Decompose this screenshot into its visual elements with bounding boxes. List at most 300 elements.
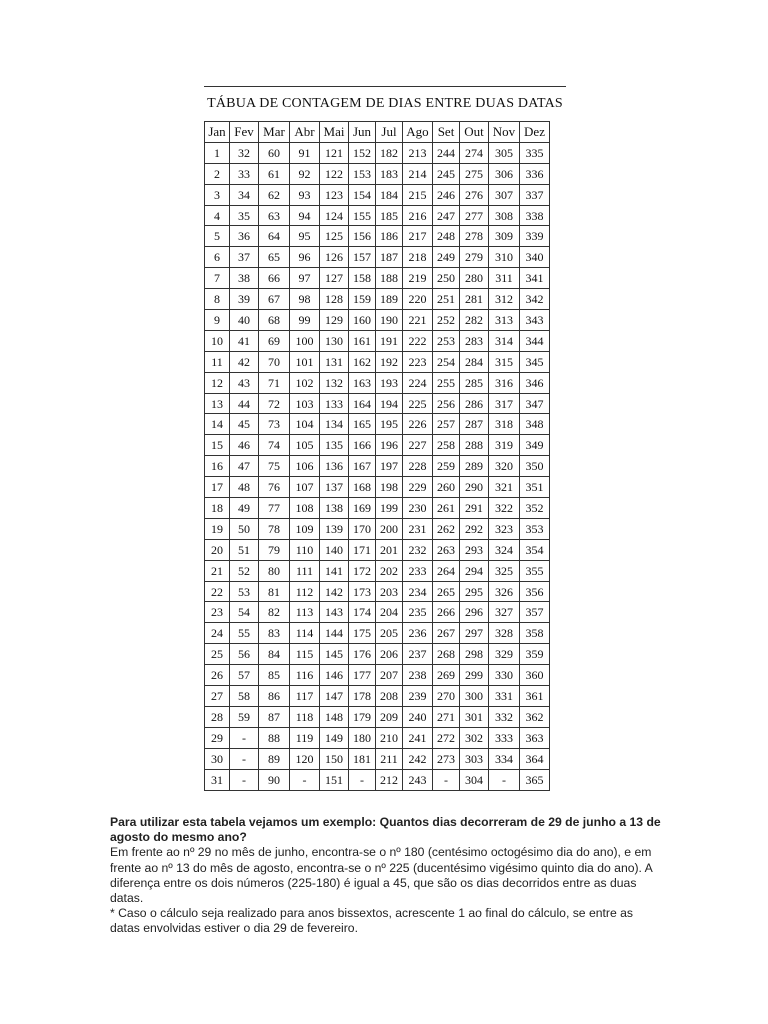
table-cell: 283 — [460, 330, 489, 351]
table-cell: 102 — [290, 372, 320, 393]
table-cell: 334 — [489, 748, 520, 769]
table-cell: 182 — [376, 142, 403, 163]
table-cell: 4 — [205, 205, 230, 226]
table-cell: 56 — [230, 644, 259, 665]
table-cell: 108 — [290, 498, 320, 519]
header-row — [205, 122, 550, 143]
table-cell: 135 — [320, 435, 349, 456]
table-cell: 301 — [460, 706, 489, 727]
table-cell: 220 — [403, 289, 433, 310]
table-cell: 307 — [489, 184, 520, 205]
table-cell: 284 — [460, 351, 489, 372]
table-cell: 316 — [489, 372, 520, 393]
table-cell: 44 — [230, 393, 259, 414]
table-cell: 238 — [403, 665, 433, 686]
table-cell: 53 — [230, 581, 259, 602]
table-cell: 262 — [433, 518, 460, 539]
table-cell: 122 — [320, 163, 349, 184]
table-cell: 340 — [520, 247, 550, 268]
table-cell: 201 — [376, 539, 403, 560]
table-cell: 73 — [259, 414, 290, 435]
top-rule — [204, 86, 566, 87]
table-cell: 358 — [520, 623, 550, 644]
table-cell: 32 — [230, 142, 259, 163]
table-row — [205, 289, 550, 310]
table-cell: 151 — [320, 769, 349, 790]
table-cell: 39 — [230, 289, 259, 310]
table-cell: 163 — [349, 372, 376, 393]
table-cell: 61 — [259, 163, 290, 184]
table-cell: 310 — [489, 247, 520, 268]
table-cell: 103 — [290, 393, 320, 414]
table-cell: 245 — [433, 163, 460, 184]
table-cell: 11 — [205, 351, 230, 372]
table-cell: 21 — [205, 560, 230, 581]
table-cell: 93 — [290, 184, 320, 205]
column-header: Jul — [376, 122, 403, 143]
table-cell: 181 — [349, 748, 376, 769]
table-cell: 275 — [460, 163, 489, 184]
table-cell: 250 — [433, 268, 460, 289]
table-cell: 115 — [290, 644, 320, 665]
table-cell: 202 — [376, 560, 403, 581]
table-cell: 351 — [520, 477, 550, 498]
table-cell: 29 — [205, 727, 230, 748]
table-cell: 338 — [520, 205, 550, 226]
table-cell: 322 — [489, 498, 520, 519]
table-cell: 332 — [489, 706, 520, 727]
table-cell: 352 — [520, 498, 550, 519]
table-cell: 285 — [460, 372, 489, 393]
table-cell: 248 — [433, 226, 460, 247]
table-cell: 247 — [433, 205, 460, 226]
table-cell: 85 — [259, 665, 290, 686]
table-cell: 72 — [259, 393, 290, 414]
table-cell: 23 — [205, 602, 230, 623]
table-cell: 126 — [320, 247, 349, 268]
table-cell: 341 — [520, 268, 550, 289]
table-cell: 226 — [403, 414, 433, 435]
table-cell: 119 — [290, 727, 320, 748]
table-cell: 291 — [460, 498, 489, 519]
table-cell: 176 — [349, 644, 376, 665]
table-cell: 111 — [290, 560, 320, 581]
table-cell: 100 — [290, 330, 320, 351]
table-cell: 265 — [433, 581, 460, 602]
table-cell: - — [433, 769, 460, 790]
table-cell: 38 — [230, 268, 259, 289]
column-header: Jan — [205, 122, 230, 143]
table-cell: 306 — [489, 163, 520, 184]
table-cell: 50 — [230, 518, 259, 539]
table-cell: 55 — [230, 623, 259, 644]
table-cell: 350 — [520, 456, 550, 477]
table-cell: 14 — [205, 414, 230, 435]
table-cell: 221 — [403, 310, 433, 331]
table-cell: 222 — [403, 330, 433, 351]
table-cell: 187 — [376, 247, 403, 268]
table-cell: 320 — [489, 456, 520, 477]
table-cell: 183 — [376, 163, 403, 184]
table-cell: 97 — [290, 268, 320, 289]
table-cell: 62 — [259, 184, 290, 205]
column-header: Out — [460, 122, 489, 143]
table-cell: 177 — [349, 665, 376, 686]
table-row — [205, 539, 550, 560]
table-cell: 78 — [259, 518, 290, 539]
table-row — [205, 330, 550, 351]
table-cell: 364 — [520, 748, 550, 769]
table-cell: 279 — [460, 247, 489, 268]
table-cell: 303 — [460, 748, 489, 769]
table-cell: 292 — [460, 518, 489, 539]
table-cell: 271 — [433, 706, 460, 727]
table-cell: 314 — [489, 330, 520, 351]
table-cell: 52 — [230, 560, 259, 581]
table-cell: 215 — [403, 184, 433, 205]
table-cell: 129 — [320, 310, 349, 331]
table-cell: 305 — [489, 142, 520, 163]
table-cell: 251 — [433, 289, 460, 310]
table-cell: 143 — [320, 602, 349, 623]
table-cell: 280 — [460, 268, 489, 289]
table-cell: 152 — [349, 142, 376, 163]
table-cell: 69 — [259, 330, 290, 351]
table-cell: 94 — [290, 205, 320, 226]
table-cell: 335 — [520, 142, 550, 163]
table-row — [205, 727, 550, 748]
table-cell: 282 — [460, 310, 489, 331]
table-cell: 24 — [205, 623, 230, 644]
table-cell: 278 — [460, 226, 489, 247]
table-cell: 184 — [376, 184, 403, 205]
table-cell: 311 — [489, 268, 520, 289]
table-cell: 270 — [433, 686, 460, 707]
table-cell: 3 — [205, 184, 230, 205]
table-cell: 60 — [259, 142, 290, 163]
table-cell: 131 — [320, 351, 349, 372]
table-cell: 172 — [349, 560, 376, 581]
table-cell: 26 — [205, 665, 230, 686]
table-cell: 200 — [376, 518, 403, 539]
table-cell: 120 — [290, 748, 320, 769]
table-cell: 130 — [320, 330, 349, 351]
table-cell: 148 — [320, 706, 349, 727]
table-cell: 150 — [320, 748, 349, 769]
column-header: Dez — [520, 122, 550, 143]
table-cell: 293 — [460, 539, 489, 560]
table-cell: 155 — [349, 205, 376, 226]
table-cell: 116 — [290, 665, 320, 686]
table-cell: 169 — [349, 498, 376, 519]
table-cell: 355 — [520, 560, 550, 581]
table-row — [205, 665, 550, 686]
table-row — [205, 602, 550, 623]
table-cell: 22 — [205, 581, 230, 602]
table-cell: 31 — [205, 769, 230, 790]
table-cell: 37 — [230, 247, 259, 268]
table-row — [205, 581, 550, 602]
table-cell: 295 — [460, 581, 489, 602]
table-cell: 294 — [460, 560, 489, 581]
table-cell: 321 — [489, 477, 520, 498]
table-row — [205, 456, 550, 477]
table-cell: 345 — [520, 351, 550, 372]
table-cell: 302 — [460, 727, 489, 748]
table-cell: - — [290, 769, 320, 790]
table-row — [205, 310, 550, 331]
table-cell: 57 — [230, 665, 259, 686]
table-cell: 324 — [489, 539, 520, 560]
table-cell: 260 — [433, 477, 460, 498]
table-cell: 253 — [433, 330, 460, 351]
table-cell: 153 — [349, 163, 376, 184]
table-cell: 319 — [489, 435, 520, 456]
table-cell: 268 — [433, 644, 460, 665]
table-cell: 101 — [290, 351, 320, 372]
table-cell: 191 — [376, 330, 403, 351]
column-header: Jun — [349, 122, 376, 143]
table-cell: 162 — [349, 351, 376, 372]
table-cell: 313 — [489, 310, 520, 331]
table-cell: 90 — [259, 769, 290, 790]
table-cell: 87 — [259, 706, 290, 727]
table-row — [205, 247, 550, 268]
table-cell: 8 — [205, 289, 230, 310]
table-cell: 137 — [320, 477, 349, 498]
table-cell: - — [230, 727, 259, 748]
table-row — [205, 623, 550, 644]
table-cell: 105 — [290, 435, 320, 456]
table-cell: - — [489, 769, 520, 790]
table-cell: 66 — [259, 268, 290, 289]
table-cell: 193 — [376, 372, 403, 393]
table-cell: 25 — [205, 644, 230, 665]
table-row — [205, 184, 550, 205]
table-cell: 117 — [290, 686, 320, 707]
table-cell: 186 — [376, 226, 403, 247]
column-header: Ago — [403, 122, 433, 143]
table-body — [205, 142, 550, 790]
table-cell: 139 — [320, 518, 349, 539]
table-cell: 156 — [349, 226, 376, 247]
table-cell: 132 — [320, 372, 349, 393]
example-text — [110, 815, 662, 937]
table-cell: 16 — [205, 456, 230, 477]
table-cell: 19 — [205, 518, 230, 539]
table-cell: 267 — [433, 623, 460, 644]
table-cell: 33 — [230, 163, 259, 184]
table-cell: 80 — [259, 560, 290, 581]
table-cell: 256 — [433, 393, 460, 414]
table-cell: 28 — [205, 706, 230, 727]
table-cell: 128 — [320, 289, 349, 310]
table-cell: 138 — [320, 498, 349, 519]
table-cell: 339 — [520, 226, 550, 247]
table-cell: 237 — [403, 644, 433, 665]
table-cell: 109 — [290, 518, 320, 539]
table-cell: 224 — [403, 372, 433, 393]
table-cell: 195 — [376, 414, 403, 435]
table-cell: 86 — [259, 686, 290, 707]
column-header: Mar — [259, 122, 290, 143]
table-cell: 42 — [230, 351, 259, 372]
table-cell: 175 — [349, 623, 376, 644]
table-cell: 209 — [376, 706, 403, 727]
table-cell: 91 — [290, 142, 320, 163]
table-cell: 161 — [349, 330, 376, 351]
table-cell: 357 — [520, 602, 550, 623]
table-cell: 354 — [520, 539, 550, 560]
table-cell: 140 — [320, 539, 349, 560]
example-question: Para utilizar esta tabela vejamos um exemplo: Quantos dias decorreram de 29 de junho a 13 de agosto do mesmo ano? — [110, 815, 661, 845]
table-cell: 317 — [489, 393, 520, 414]
table-row — [205, 205, 550, 226]
table-cell: 298 — [460, 644, 489, 665]
table-cell: 178 — [349, 686, 376, 707]
leap-year-note: * Caso o cálculo seja realizado para anos bissextos, acrescente 1 ao final do cálculo, se entre as datas envolvidas estiver o dia 29 de fevereiro. — [110, 906, 634, 936]
table-cell: 112 — [290, 581, 320, 602]
column-header: Abr — [290, 122, 320, 143]
table-row — [205, 518, 550, 539]
table-cell: 286 — [460, 393, 489, 414]
table-cell: 211 — [376, 748, 403, 769]
table-cell: 300 — [460, 686, 489, 707]
table-row — [205, 163, 550, 184]
table-cell: 257 — [433, 414, 460, 435]
table-cell: 312 — [489, 289, 520, 310]
table-row — [205, 498, 550, 519]
table-cell: 328 — [489, 623, 520, 644]
table-cell: 118 — [290, 706, 320, 727]
table-row — [205, 414, 550, 435]
table-cell: 13 — [205, 393, 230, 414]
table-cell: 347 — [520, 393, 550, 414]
table-cell: 233 — [403, 560, 433, 581]
table-cell: 239 — [403, 686, 433, 707]
table-cell: 9 — [205, 310, 230, 331]
table-cell: 296 — [460, 602, 489, 623]
table-cell: 99 — [290, 310, 320, 331]
table-cell: 88 — [259, 727, 290, 748]
table-cell: 34 — [230, 184, 259, 205]
table-cell: 281 — [460, 289, 489, 310]
table-cell: 15 — [205, 435, 230, 456]
table-cell: 127 — [320, 268, 349, 289]
table-cell: 308 — [489, 205, 520, 226]
table-cell: 336 — [520, 163, 550, 184]
table-cell: 121 — [320, 142, 349, 163]
table-cell: 228 — [403, 456, 433, 477]
table-cell: 168 — [349, 477, 376, 498]
table-cell: 27 — [205, 686, 230, 707]
table-cell: 70 — [259, 351, 290, 372]
table-cell: 356 — [520, 581, 550, 602]
table-cell: 1 — [205, 142, 230, 163]
table-cell: 365 — [520, 769, 550, 790]
table-cell: 114 — [290, 623, 320, 644]
table-cell: 160 — [349, 310, 376, 331]
table-cell: 18 — [205, 498, 230, 519]
table-cell: 297 — [460, 623, 489, 644]
table-cell: 259 — [433, 456, 460, 477]
table-cell: 43 — [230, 372, 259, 393]
table-row — [205, 142, 550, 163]
table-cell: 258 — [433, 435, 460, 456]
table-cell: 158 — [349, 268, 376, 289]
table-cell: 188 — [376, 268, 403, 289]
table-cell: 65 — [259, 247, 290, 268]
table-cell: 246 — [433, 184, 460, 205]
table-cell: 149 — [320, 727, 349, 748]
table-cell: 189 — [376, 289, 403, 310]
table-cell: 142 — [320, 581, 349, 602]
table-cell: 141 — [320, 560, 349, 581]
table-cell: - — [349, 769, 376, 790]
table-cell: 74 — [259, 435, 290, 456]
table-cell: 274 — [460, 142, 489, 163]
table-cell: 344 — [520, 330, 550, 351]
table-cell: 229 — [403, 477, 433, 498]
table-row — [205, 644, 550, 665]
table-cell: 180 — [349, 727, 376, 748]
table-cell: 205 — [376, 623, 403, 644]
table-cell: 323 — [489, 518, 520, 539]
table-cell: 243 — [403, 769, 433, 790]
table-cell: 10 — [205, 330, 230, 351]
table-cell: 240 — [403, 706, 433, 727]
table-cell: 331 — [489, 686, 520, 707]
table-cell: 173 — [349, 581, 376, 602]
table-cell: 82 — [259, 602, 290, 623]
table-cell: 164 — [349, 393, 376, 414]
table-cell: 84 — [259, 644, 290, 665]
table-row — [205, 393, 550, 414]
table-row — [205, 560, 550, 581]
table-cell: 134 — [320, 414, 349, 435]
table-cell: 223 — [403, 351, 433, 372]
table-cell: 190 — [376, 310, 403, 331]
table-cell: 353 — [520, 518, 550, 539]
table-cell: 210 — [376, 727, 403, 748]
table-cell: 67 — [259, 289, 290, 310]
table-cell: 17 — [205, 477, 230, 498]
table-cell: 194 — [376, 393, 403, 414]
table-cell: 272 — [433, 727, 460, 748]
column-header: Nov — [489, 122, 520, 143]
table-cell: 362 — [520, 706, 550, 727]
column-header: Mai — [320, 122, 349, 143]
table-cell: 315 — [489, 351, 520, 372]
table-cell: 159 — [349, 289, 376, 310]
table-cell: 277 — [460, 205, 489, 226]
table-row — [205, 706, 550, 727]
table-cell: 212 — [376, 769, 403, 790]
table-cell: 64 — [259, 226, 290, 247]
table-cell: 136 — [320, 456, 349, 477]
table-row — [205, 477, 550, 498]
table-row — [205, 351, 550, 372]
table-cell: 147 — [320, 686, 349, 707]
table-cell: 264 — [433, 560, 460, 581]
table-cell: 96 — [290, 247, 320, 268]
table-cell: 325 — [489, 560, 520, 581]
table-cell: 235 — [403, 602, 433, 623]
table-cell: 216 — [403, 205, 433, 226]
table-cell: 236 — [403, 623, 433, 644]
table-cell: 145 — [320, 644, 349, 665]
table-cell: 77 — [259, 498, 290, 519]
